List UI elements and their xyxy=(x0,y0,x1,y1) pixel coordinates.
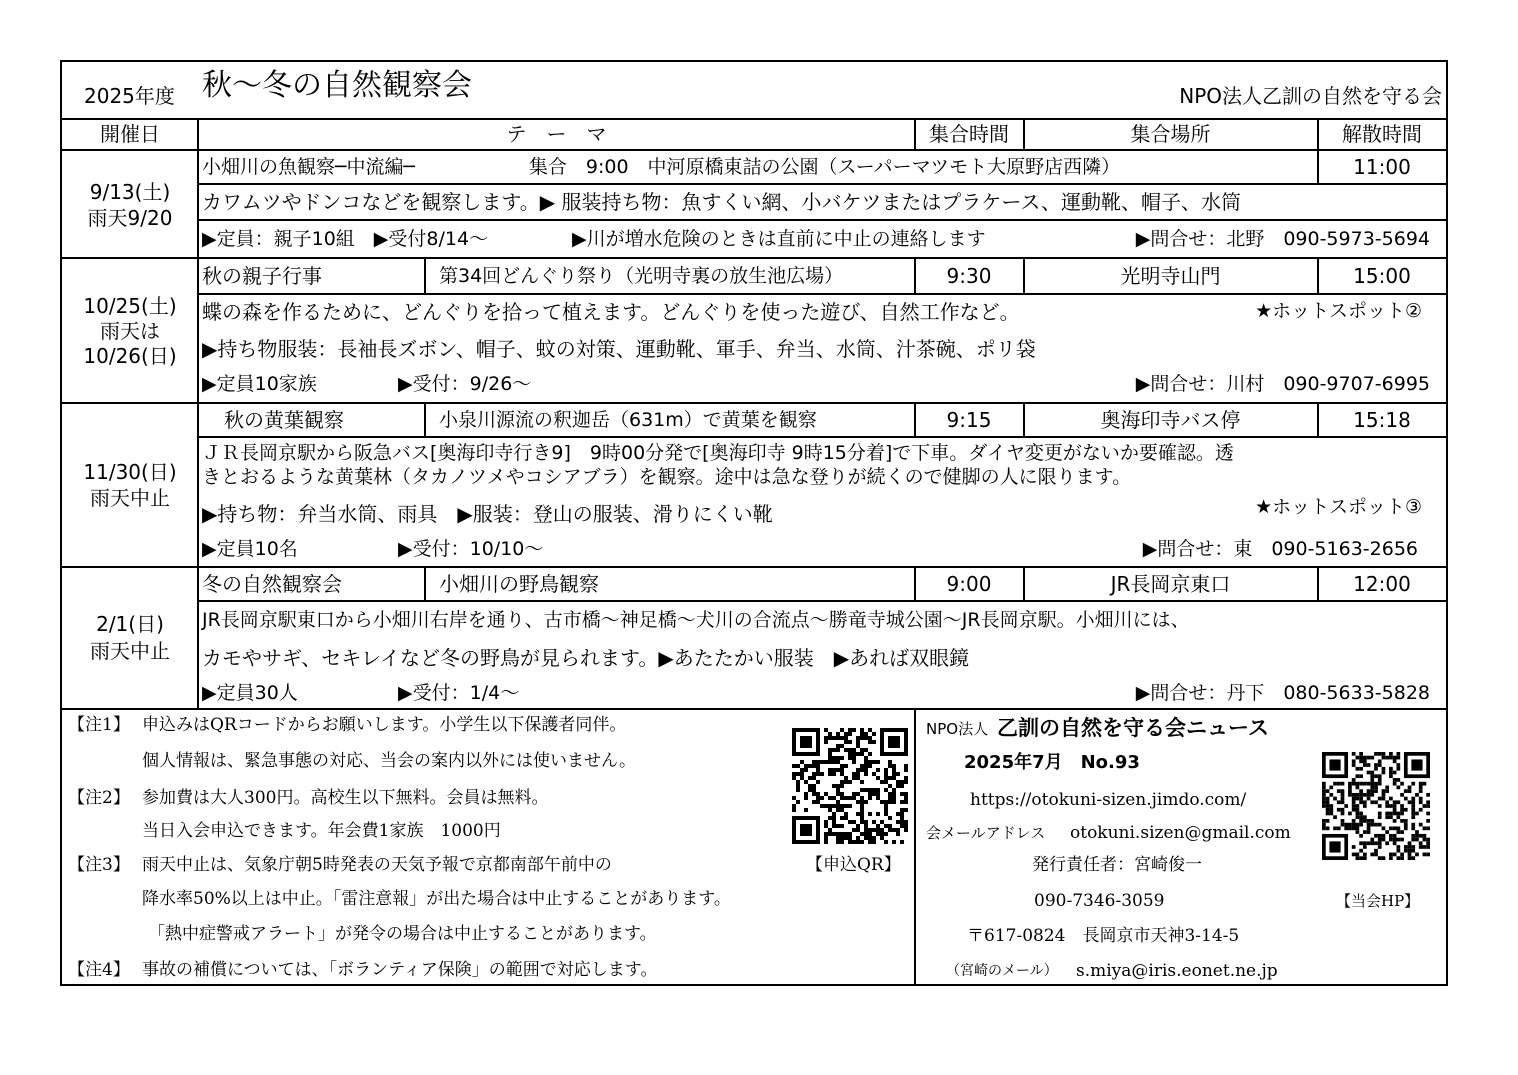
event-description: ＪＲ長岡京駅から阪急バス[奥海印寺行き9] 9時00分発で[奥海印寺 9時15分着]で下車。ダイヤ変更がないか要確認。透 xyxy=(202,442,1234,464)
event-title: 秋の黄葉観察 xyxy=(224,408,344,432)
event-rain-date: 雨天中止 xyxy=(90,486,170,510)
rule xyxy=(62,118,1446,120)
note-label: 【注4】 xyxy=(68,960,130,980)
event-theme: 小畑川の野鳥観察 xyxy=(439,572,599,596)
event-rain-date: 雨天9/20 xyxy=(87,206,173,230)
event-end-time: 15:18 xyxy=(1353,408,1411,432)
rule xyxy=(914,708,916,984)
miya-email-label: （宮崎のメール） xyxy=(946,963,1058,979)
note-text: 当日入会申込できます。年会費1家族 1000円 xyxy=(142,821,501,841)
note-label: 【注1】 xyxy=(68,715,130,735)
rule xyxy=(424,257,426,294)
event-end-time: 11:00 xyxy=(1353,155,1411,179)
event-place: 光明寺山門 xyxy=(1120,264,1221,288)
event-title: 冬の自然観察会 xyxy=(202,572,342,596)
org-name: NPO法人乙訓の自然を守る会 xyxy=(1179,84,1442,108)
col-header-date: 開催日 xyxy=(100,122,160,146)
note-label: 【注2】 xyxy=(68,788,130,808)
news-url[interactable]: https://otokuni-sizen.jimdo.com/ xyxy=(970,790,1247,810)
signup-qr-label: 【申込QR】 xyxy=(806,855,901,875)
rule xyxy=(62,402,1446,404)
news-address: 〒617-0824 長岡京市天神3-14-5 xyxy=(967,926,1240,946)
event-description: 蝶の森を作るために、どんぐりを拾って植えます。どんぐりを使った遊び、自然工作など。 xyxy=(202,300,1020,324)
event-time: 9:30 xyxy=(946,264,992,288)
event-date: 10/25(土) xyxy=(83,294,177,318)
event-reception: ▶受付：9/26〜 xyxy=(398,373,532,395)
col-header-time: 集合時間 xyxy=(929,122,1009,146)
event-time: 9:00 xyxy=(946,572,992,596)
event-date: 11/30(日) xyxy=(83,460,177,484)
hotspot-badge: ★ホットスポット③ xyxy=(1255,496,1422,518)
event-description-cont: きとおるような黄葉林（タカノツメやコシアブラ）を観察。途中は急な登りが続くので健脚の人に限ります。 xyxy=(202,466,1132,488)
news-email[interactable]: otokuni.sizen@gmail.com xyxy=(1070,823,1291,843)
event-date: 9/13(土) xyxy=(89,180,171,204)
event-sheet xyxy=(60,60,1448,986)
event-title: 秋の親子行事 xyxy=(202,264,322,288)
col-header-end: 解散時間 xyxy=(1342,122,1422,146)
rule xyxy=(62,566,1446,568)
rule xyxy=(424,566,426,601)
event-time: 9:15 xyxy=(946,408,992,432)
event-items: ▶持ち物服装：長袖長ズボン、帽子、蚊の対策、運動靴、軍手、弁当、水筒、汁茶碗、ポリ袋 xyxy=(202,337,1036,361)
event-contact: ▶問合せ：東 090-5163-2656 xyxy=(1142,538,1418,560)
event-items: ▶持ち物：弁当水筒、雨具 ▶服装：登山の服装、滑りにくい靴 xyxy=(202,502,773,526)
event-date: 2/1(日) xyxy=(96,612,164,636)
rule xyxy=(62,257,1446,259)
event-reception: ▶受付：1/4〜 xyxy=(398,682,520,704)
miya-email[interactable]: s.miya@iris.eonet.ne.jp xyxy=(1076,961,1278,981)
rule xyxy=(198,293,1446,295)
rule xyxy=(62,149,1446,151)
news-issue: 2025年7月 No.93 xyxy=(964,752,1140,773)
signup-qr-code[interactable] xyxy=(792,728,908,844)
rule xyxy=(424,402,426,437)
rule xyxy=(198,436,1446,438)
event-theme: 第34回どんぐり祭り（光明寺裏の放生池広場） xyxy=(439,265,844,287)
rule xyxy=(198,600,1446,602)
event-rain-date: 雨天は xyxy=(100,319,160,343)
rule xyxy=(198,219,1446,221)
page-title: 秋〜冬の自然観察会 xyxy=(202,68,472,103)
event-description: JR長岡京駅東口から小畑川右岸を通り、古市橋〜神足橋〜犬川の合流点〜勝竜寺城公園〜JR長岡京駅。小畑川には、 xyxy=(202,609,1190,631)
event-capacity: ▶定員10家族 xyxy=(202,373,317,395)
hp-qr-label: 【当会HP】 xyxy=(1336,892,1420,910)
event-capacity: ▶定員：親子10組 ▶受付8/14〜 xyxy=(202,228,489,250)
news-title: 乙訓の自然を守る会ニュース xyxy=(997,716,1269,740)
event-description: カワムツやドンコなどを観察します。▶ 服装持ち物：魚すくい網、小バケツまたはプラケース、運動靴、帽子、水筒 xyxy=(202,190,1241,214)
news-publisher: 発行責任者：宮崎俊一 xyxy=(1032,855,1202,875)
event-capacity: ▶定員10名 xyxy=(202,538,298,560)
homepage-qr-code[interactable] xyxy=(1322,752,1430,860)
note-text: 降水率50%以上は中止。「雷注意報」が出た場合は中止することがあります。 xyxy=(142,889,731,909)
event-end-time: 15:00 xyxy=(1353,264,1411,288)
col-header-place: 集合場所 xyxy=(1130,122,1211,146)
event-place: 奥海印寺バス停 xyxy=(1100,408,1241,432)
fiscal-year: 2025年度 xyxy=(84,84,175,108)
event-title-line: 小畑川の魚観察─中流編─ 集合 9:00 中河原橋東詰の公園（スーパーマツモト大原野店西隣） xyxy=(202,156,1121,178)
event-contact: ▶問合せ：北野 090-5973-5694 xyxy=(1135,228,1430,250)
event-contact: ▶問合せ：丹下 080-5633-5828 xyxy=(1135,682,1430,704)
note-text: 申込みはQRコードからお願いします。小学生以下保護者同伴。 xyxy=(142,715,627,735)
event-theme: 小泉川源流の釈迦岳（631m）で黄葉を観察 xyxy=(439,409,817,431)
hotspot-badge: ★ホットスポット② xyxy=(1255,300,1422,322)
note-text: 個人情報は、緊急事態の対応、当会の案内以外には使いません。 xyxy=(142,751,637,771)
rule xyxy=(198,183,1446,185)
note-label: 【注3】 xyxy=(68,855,130,875)
event-end-time: 12:00 xyxy=(1353,572,1411,596)
note-text: 「熱中症警戒アラート」が発令の場合は中止することがあります。 xyxy=(148,924,657,944)
event-rain-date-alt: 10/26(日) xyxy=(83,344,177,368)
col-header-theme: テ ー マ xyxy=(506,122,607,146)
news-phone: 090-7346-3059 xyxy=(1034,891,1165,911)
event-rain-date: 雨天中止 xyxy=(90,639,170,663)
event-reception: ▶受付：10/10〜 xyxy=(398,538,544,560)
event-note: ▶川が増水危険のときは直前に中止の連絡します xyxy=(572,228,986,250)
news-prefix: NPO法人 xyxy=(926,720,989,738)
email-label: 会メールアドレス xyxy=(926,824,1046,842)
note-text: 雨天中止は、気象庁朝5時発表の天気予報で京都南部午前中の xyxy=(142,855,612,875)
event-contact: ▶問合せ：川村 090-9707-6995 xyxy=(1135,373,1430,395)
rule xyxy=(62,708,1446,710)
note-text: 事故の補償については、「ボランティア保険」の範囲で対応します。 xyxy=(142,960,658,980)
event-capacity: ▶定員30人 xyxy=(202,682,298,704)
event-description-cont: カモやサギ、セキレイなど冬の野鳥が見られます。▶あたたかい服装 ▶あれば双眼鏡 xyxy=(202,646,970,670)
event-place: JR長岡京東口 xyxy=(1110,572,1231,596)
note-text: 参加費は大人300円。高校生以下無料。会員は無料。 xyxy=(142,788,549,808)
